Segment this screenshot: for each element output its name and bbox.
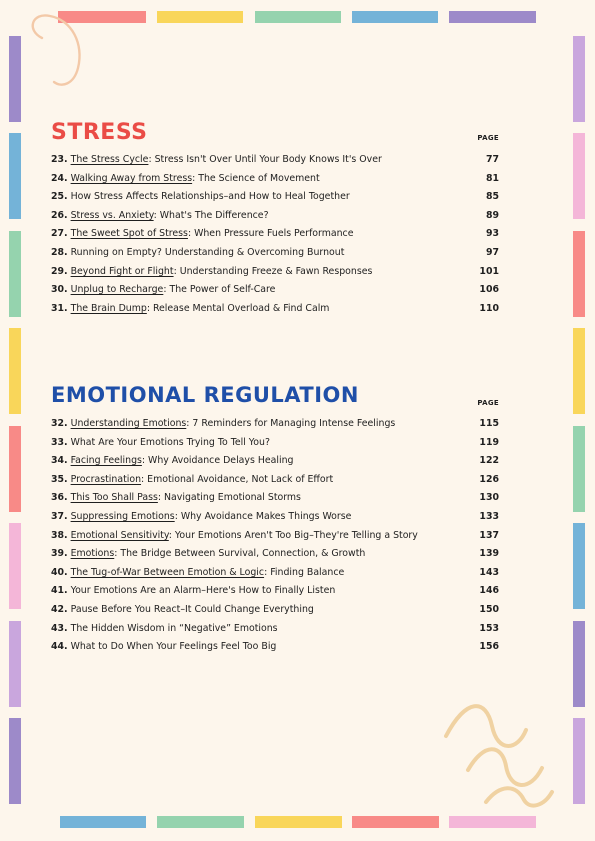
entry-title: : Why Avoidance Delays Healing — [141, 455, 294, 467]
bottom-bar — [60, 816, 146, 828]
left-bar — [9, 523, 21, 609]
toc-entry[interactable] — [51, 489, 507, 508]
bottom-bar — [352, 816, 439, 828]
entry-title: Your Emotions Are an Alarm–Here's How to Finally Listen — [70, 585, 336, 597]
entry-page-number: 97 — [485, 246, 499, 258]
toc-entry[interactable] — [51, 188, 507, 207]
toc-entry[interactable] — [51, 638, 507, 657]
toc-entry[interactable] — [51, 300, 507, 319]
toc-entry[interactable] — [51, 564, 507, 583]
entry-page-number: 137 — [479, 529, 499, 541]
stress-section — [51, 118, 507, 323]
top-bar — [352, 11, 438, 23]
entry-link[interactable]: Suppressing Emotions — [70, 510, 175, 522]
entry-number: 34. — [51, 455, 68, 467]
right-bar — [573, 523, 585, 609]
entry-page-number: 93 — [485, 228, 499, 240]
entry-title: : When Pressure Fuels Performance — [187, 228, 354, 240]
bottom-bar — [157, 816, 244, 828]
entry-number: 35. — [51, 473, 68, 485]
bottom-bar — [449, 816, 536, 828]
left-bar — [9, 621, 21, 707]
entry-number: 32. — [51, 418, 68, 429]
entry-title: The Hidden Wisdom in “Negative” Emotions — [70, 622, 278, 634]
entry-title: : Release Mental Overload & Find Calm — [146, 302, 330, 314]
toc-entry[interactable] — [51, 244, 507, 263]
entry-page-number: 119 — [479, 436, 499, 448]
entry-link[interactable]: Beyond Fight or Flight — [70, 265, 174, 277]
entry-page-number: 153 — [479, 622, 499, 634]
entry-title: : Navigating Emotional Storms — [157, 492, 301, 504]
entry-number: 43. — [51, 622, 68, 634]
entry-page-number: 101 — [479, 265, 499, 277]
entry-link[interactable]: The Stress Cycle — [70, 154, 149, 165]
entry-page-number: 77 — [485, 154, 499, 165]
toc-entry[interactable] — [51, 508, 507, 527]
entry-number: 39. — [51, 548, 68, 560]
entry-page-number: 110 — [479, 302, 499, 314]
entry-page-number: 81 — [485, 172, 499, 184]
entry-link[interactable]: Emotional Sensitivity — [70, 529, 169, 541]
top-bar — [58, 11, 146, 23]
entry-number: 40. — [51, 566, 68, 578]
entry-page-number: 133 — [479, 510, 499, 522]
toc-entry[interactable] — [51, 452, 507, 471]
entry-number: 37. — [51, 510, 68, 522]
toc-entry[interactable] — [51, 225, 507, 244]
entry-number: 36. — [51, 492, 68, 504]
entry-title: : The Power of Self-Care — [163, 284, 276, 296]
entry-number: 44. — [51, 641, 68, 653]
toc-entry[interactable] — [51, 281, 507, 300]
emotional-entry-list — [51, 415, 507, 657]
entry-title: : Understanding Freeze & Fawn Responses — [173, 265, 373, 277]
entry-page-number: 156 — [479, 641, 499, 653]
entry-link[interactable]: Emotions — [70, 548, 115, 560]
entry-number: 30. — [51, 284, 68, 296]
left-bar — [9, 133, 21, 219]
entry-link[interactable]: This Too Shall Pass — [70, 492, 158, 504]
entry-number: 23. — [51, 154, 68, 165]
left-bar — [9, 426, 21, 512]
toc-entry[interactable] — [51, 151, 507, 170]
entry-number: 29. — [51, 265, 68, 277]
entry-title: : Finding Balance — [264, 566, 345, 578]
entry-page-number: 89 — [485, 209, 499, 221]
entry-link[interactable]: Facing Feelings — [70, 455, 142, 467]
entry-title: How Stress Affects Relationships–and How to Heal Together — [70, 191, 350, 203]
entry-title: : 7 Reminders for Managing Intense Feelings — [186, 418, 396, 429]
toc-entry[interactable] — [51, 170, 507, 189]
page-column-header: PAGE — [477, 399, 499, 407]
entry-title: : The Bridge Between Survival, Connection, & Growth — [114, 548, 366, 560]
entry-title: : The Science of Movement — [192, 172, 320, 184]
right-bar — [573, 718, 585, 804]
toc-entry[interactable] — [51, 545, 507, 564]
entry-number: 28. — [51, 246, 68, 258]
top-bar — [449, 11, 536, 23]
entry-title: Running on Empty? Understanding & Overcoming Burnout — [70, 246, 345, 258]
right-bar — [573, 133, 585, 219]
toc-entry[interactable] — [51, 527, 507, 546]
entry-page-number: 122 — [479, 455, 499, 467]
toc-entry[interactable] — [51, 434, 507, 453]
right-bar — [573, 426, 585, 512]
entry-number: 41. — [51, 585, 68, 597]
page-column-header: PAGE — [477, 134, 499, 142]
entry-page-number: 150 — [479, 603, 499, 615]
entry-title: What to Do When Your Feelings Feel Too Big — [70, 641, 277, 653]
top-bar — [157, 11, 243, 23]
entry-link[interactable]: Stress vs. Anxiety — [70, 209, 154, 221]
top-bar — [255, 11, 341, 23]
toc-entry[interactable] — [51, 601, 507, 620]
entry-title: : Why Avoidance Makes Things Worse — [174, 510, 352, 522]
toc-entry[interactable] — [51, 582, 507, 601]
right-bar — [573, 36, 585, 122]
left-bar — [9, 328, 21, 414]
toc-entry[interactable] — [51, 620, 507, 639]
section-title-emotional-regulation: EMOTIONAL REGULATION — [51, 383, 359, 407]
entry-page-number: 115 — [479, 418, 499, 429]
entry-page-number: 106 — [479, 284, 499, 296]
entry-link[interactable]: Procrastination — [70, 473, 142, 485]
entry-title: : Emotional Avoidance, Not Lack of Effort — [141, 473, 334, 485]
entry-page-number: 143 — [479, 566, 499, 578]
entry-link[interactable]: Unplug to Recharge — [70, 284, 164, 296]
entry-page-number: 130 — [479, 492, 499, 504]
entry-link[interactable]: The Brain Dump — [70, 302, 147, 314]
entry-number: 38. — [51, 529, 68, 541]
entry-number: 24. — [51, 172, 68, 184]
entry-link[interactable]: The Tug-of-War Between Emotion & Logic — [70, 566, 265, 578]
entry-number: 31. — [51, 302, 68, 314]
toc-entry[interactable] — [51, 471, 507, 490]
entry-link[interactable]: Walking Away from Stress — [70, 172, 193, 184]
emotional-regulation-section — [51, 383, 507, 663]
entry-title: : What's The Difference? — [153, 209, 269, 221]
entry-number: 26. — [51, 209, 68, 221]
entry-number: 25. — [51, 191, 68, 203]
right-bar — [573, 231, 585, 317]
entry-link[interactable]: The Sweet Spot of Stress — [70, 228, 188, 240]
entry-title: : Stress Isn't Over Until Your Body Knows It's Over — [148, 154, 382, 165]
entry-number: 27. — [51, 228, 68, 240]
entry-title: : Your Emotions Aren't Too Big–They're Telling a Story — [168, 529, 418, 541]
entry-link[interactable]: Understanding Emotions — [70, 418, 187, 429]
entry-title: Pause Before You React–It Could Change Everything — [70, 603, 314, 615]
left-bar — [9, 36, 21, 122]
bottom-bar — [255, 816, 342, 828]
stress-entry-list — [51, 151, 507, 318]
entry-number: 33. — [51, 436, 68, 448]
left-bar — [9, 718, 21, 804]
entry-page-number: 85 — [485, 191, 499, 203]
entry-page-number: 126 — [479, 473, 499, 485]
squiggle-bottom-right-icon — [440, 700, 560, 810]
entry-page-number: 146 — [479, 585, 499, 597]
entry-page-number: 139 — [479, 548, 499, 560]
left-bar — [9, 231, 21, 317]
toc-entry[interactable] — [51, 415, 507, 434]
toc-entry[interactable] — [51, 263, 507, 282]
toc-entry[interactable] — [51, 207, 507, 226]
right-bar — [573, 621, 585, 707]
entry-title: What Are Your Emotions Trying To Tell You? — [70, 436, 270, 448]
section-title-stress: STRESS — [51, 120, 148, 145]
entry-number: 42. — [51, 603, 68, 615]
right-bar — [573, 328, 585, 414]
